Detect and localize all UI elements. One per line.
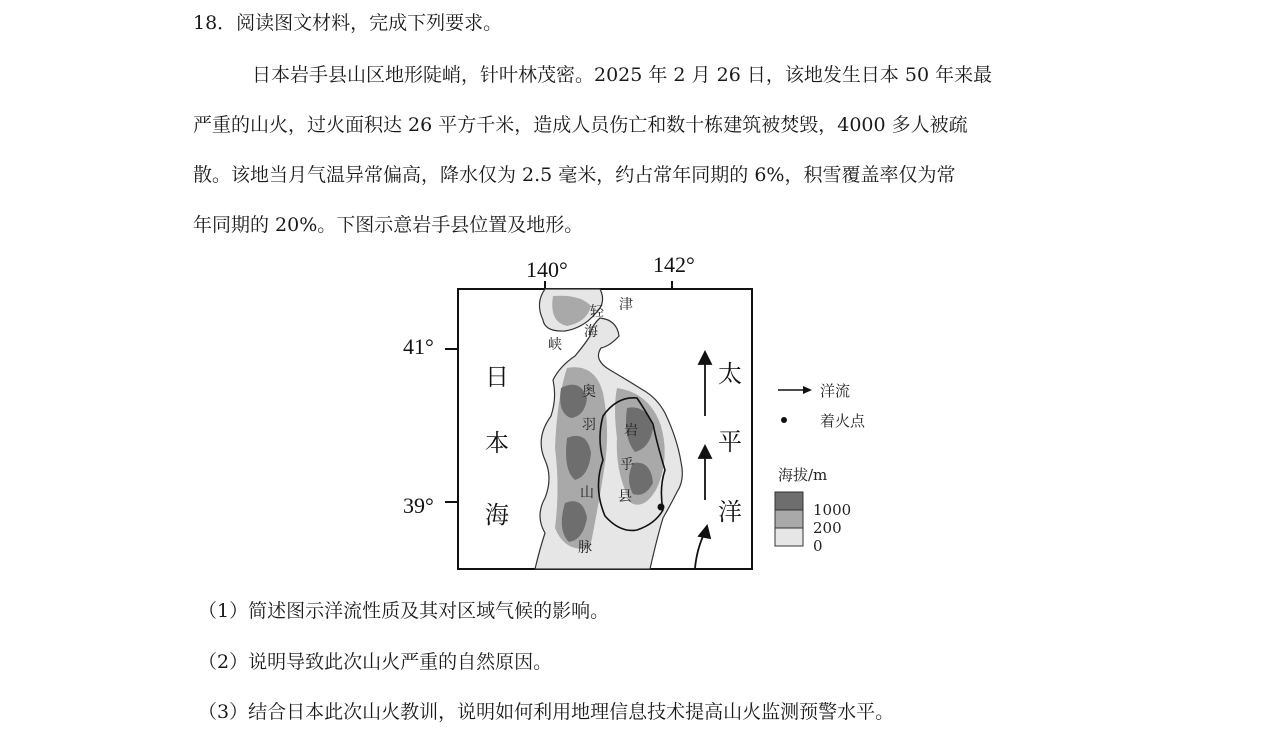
legend-current-label: 洋流	[820, 382, 851, 400]
sub-question-3: （3）结合日本此次山火教训，说明如何利用地理信息技术提高山火监测预警水平。	[198, 701, 895, 723]
fire-point-marker	[658, 504, 665, 511]
legend-level-1000: 1000	[813, 501, 852, 519]
paragraph-line-4: 年同期的 20%。下图示意岩手县位置及地形。	[193, 214, 584, 236]
strait-char-1: 轻	[590, 304, 604, 320]
legend-swatch-high	[775, 492, 803, 510]
map-legend	[775, 382, 866, 555]
ocean-label-yang: 洋	[718, 498, 742, 526]
sub-question-1: （1）简述图示洋流性质及其对区域气候的影响。	[198, 600, 610, 622]
iwate-map-figure	[395, 248, 895, 578]
ocean-label-tai: 太	[718, 360, 742, 388]
paragraph-line-1: 日本岩手县山区地形陡峭，针叶林茂密。2025 年 2 月 26 日，该地发生日本 50 年来最	[252, 64, 993, 86]
mountain-char-2: 羽	[582, 417, 596, 433]
sea-label-hai: 海	[485, 501, 509, 529]
lat-label-41: 41°	[403, 334, 434, 359]
lon-label-140: 140°	[526, 257, 568, 282]
mountain-char-4: 脉	[578, 540, 592, 556]
county-char-2: 乎	[620, 457, 634, 473]
paragraph-line-2: 严重的山火，过火面积达 26 平方千米，造成人员伤亡和数十栋建筑被焚毁，4000 多人被疏	[193, 114, 968, 136]
lon-label-142: 142°	[653, 252, 695, 277]
strait-char-3: 海	[584, 324, 598, 340]
question-title: 18．阅读图文材料，完成下列要求。	[193, 12, 503, 34]
legend-swatch-mid	[775, 510, 803, 528]
sub-question-2: （2）说明导致此次山火严重的自然原因。	[198, 651, 553, 673]
paragraph-line-3: 散。该地当月气温异常偏高，降水仅为 2.5 毫米，约占常年同期的 6%，积雪覆盖率仅为常	[193, 164, 956, 186]
lat-label-39: 39°	[403, 493, 434, 518]
legend-level-0: 0	[813, 537, 823, 555]
county-char-1: 岩	[624, 423, 638, 439]
county-char-3: 县	[618, 489, 632, 505]
legend-fire-icon	[781, 417, 787, 423]
legend-swatch-low	[775, 528, 803, 546]
legend-elevation-title: 海拔/m	[778, 466, 828, 484]
strait-char-4: 峡	[548, 337, 562, 353]
legend-level-200: 200	[813, 519, 842, 537]
strait-char-2: 津	[619, 297, 633, 313]
sea-label-ben: 本	[485, 429, 509, 457]
mountain-char-1: 奥	[582, 384, 596, 400]
mountain-char-3: 山	[580, 485, 594, 501]
ocean-label-ping: 平	[718, 428, 742, 456]
legend-fire-label: 着火点	[820, 412, 866, 430]
sea-label-ri: 日	[485, 363, 509, 391]
